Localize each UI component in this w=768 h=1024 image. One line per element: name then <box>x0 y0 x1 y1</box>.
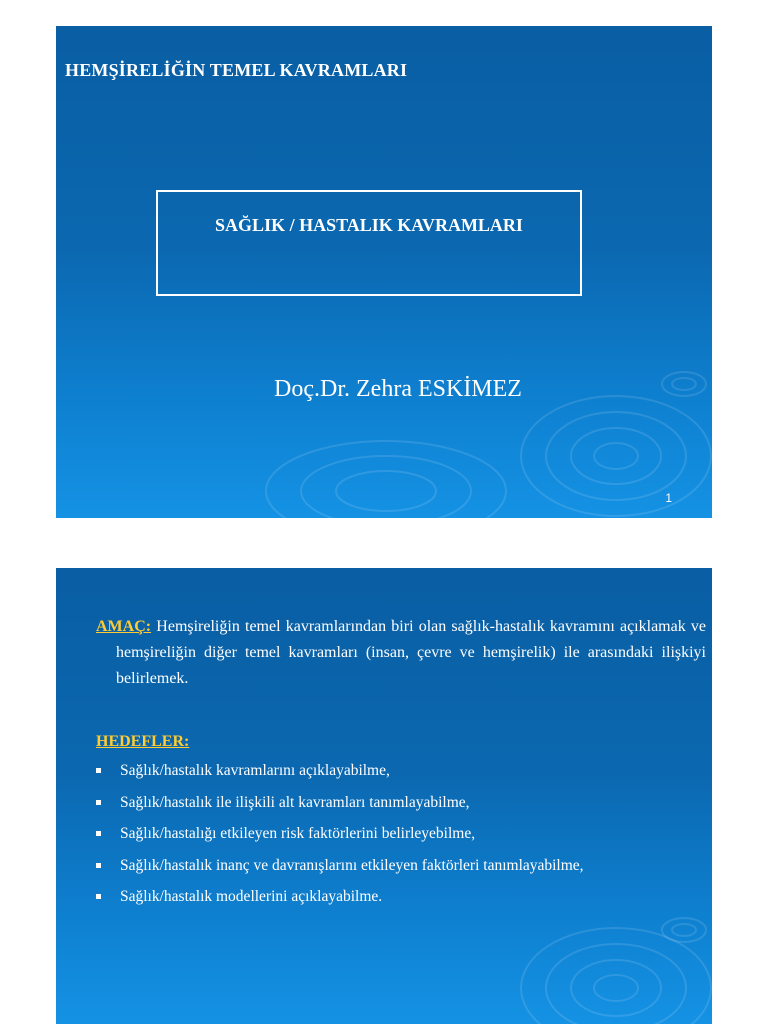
goal-text: Sağlık/hastalığı etkileyen risk faktörlerini belirleyebilme, <box>120 825 476 842</box>
square-bullet-icon <box>96 831 101 836</box>
square-bullet-icon <box>96 800 101 805</box>
course-title: HEMŞİRELİĞİN TEMEL KAVRAMLARI <box>65 60 408 80</box>
author-name: Doç.Dr. Zehra ESKİMEZ <box>274 376 522 402</box>
goals-list <box>96 762 696 920</box>
slide-2 <box>56 568 712 1024</box>
goal-item <box>96 857 696 875</box>
aim-label: AMAÇ: <box>96 618 152 635</box>
topic-title-box <box>156 190 582 296</box>
goal-text: Sağlık/hastalık modellerini açıklayabilme. <box>120 888 383 905</box>
goals-heading: HEDEFLER: <box>96 733 190 750</box>
goal-text: Sağlık/hastalık ile ilişkili alt kavramları tanımlayabilme, <box>120 793 470 811</box>
aim-paragraph <box>96 614 706 692</box>
goal-item <box>96 825 696 843</box>
goal-item <box>96 794 696 812</box>
slide-1 <box>56 26 712 518</box>
goal-item <box>96 888 696 906</box>
topic-title: SAĞLIK / HASTALIK KAVRAMLARI <box>215 215 523 235</box>
goal-text: Sağlık/hastalık kavramlarını açıklayabilme, <box>120 762 390 779</box>
square-bullet-icon <box>96 894 101 899</box>
square-bullet-icon <box>96 863 101 868</box>
page-number: 1 <box>665 491 672 505</box>
aim-text: Hemşireliğin temel kavramlarından biri olan sağlık-hastalık kavramını açıklamak ve hemşireliğin diğer temel kavramları (insan, çevre ve hemşirelik) ile arasındaki ilişkiyi belirlemek. <box>116 618 707 687</box>
square-bullet-icon <box>96 768 101 773</box>
goal-text: Sağlık/hastalık inanç ve davranışlarını etkileyen faktörleri tanımlayabilme, <box>120 856 584 874</box>
goal-item <box>96 762 696 780</box>
